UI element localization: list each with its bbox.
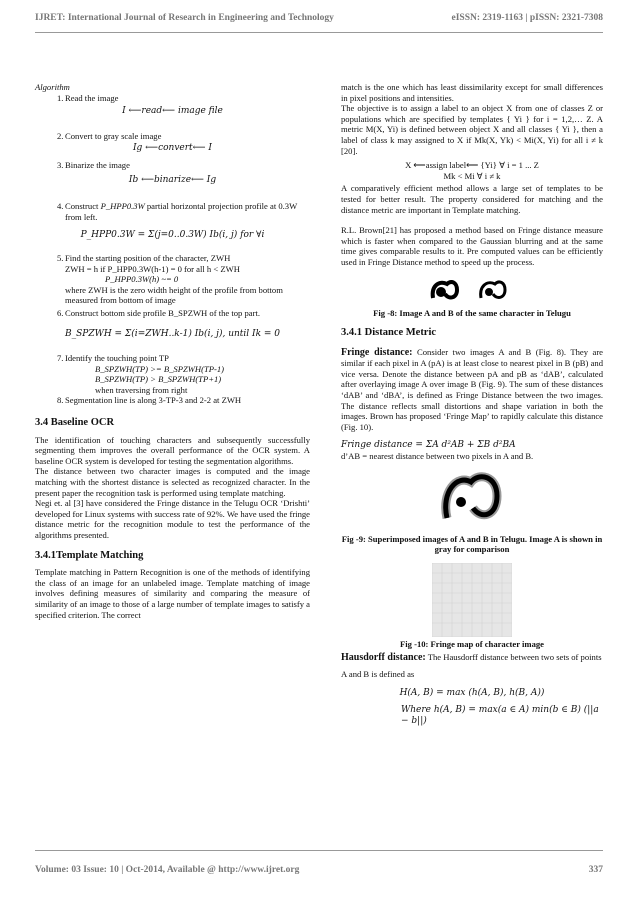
figure-10-caption: Fig -10: Fringe map of character image xyxy=(400,638,544,649)
left-paragraph-1: The identification of touching characters and subsequently successfully segmenting them improves the overall performance of the OCR system. A baseline OCR system is developed for testing the segmentation algorithms. xyxy=(35,434,310,466)
right-paragraph-1: match is the one which has least dissimilarity except for small differences in pixel positions and intensities. xyxy=(341,82,603,103)
step-1: 1. Read the image xyxy=(35,93,310,104)
step-8: 8. Segmentation line is along 3-TP-3 and 2-2 at ZWH xyxy=(35,395,310,406)
step-3-text: Binarize the image xyxy=(65,159,130,170)
telugu-character-images xyxy=(427,276,517,304)
right-column xyxy=(341,82,603,726)
step-6-equation: B_SPZWH = Σ(i=ZWH..k-1) Ib(i, j), until Ik = 0 xyxy=(64,328,281,339)
equation-assign-label: X ⟵assign label⟵ {Yi} ∀ i = 1 ... Z xyxy=(405,160,539,171)
fringe-distance-definition: d’AB = nearest distance between two pixels in A and B. xyxy=(341,451,534,462)
equation-metric: Mk < Mi ∀ i ≠ k xyxy=(443,170,501,181)
fringe-distance-equation: Fringe distance = ΣA d²AB + ΣB d²BA xyxy=(341,440,516,451)
step-1-text: Read the image xyxy=(65,92,119,103)
step-7: 7. Identify the touching point TP B_SPZWH(TP) >= B_SPZWH(TP-1) B_SPZWH(TP) > B_SPZWH(TP+1) when traversing from right xyxy=(57,353,225,395)
step-4-text-a: Construct xyxy=(65,201,101,212)
step-2-equation: Ig ⟵convert⟵ I xyxy=(133,143,212,154)
page-header xyxy=(35,13,603,23)
section-3-4-1-distance-heading: 3.4.1 Distance Metric xyxy=(341,327,437,339)
step-5-line-1: ZWH = h if P_HPP0.3W(h-1) = 0 for all h < ZWH xyxy=(65,263,240,274)
hausdorff-equation-2: Where h(A, B) = max(a ∈ A) min(b ∈ B) (||a − b||) xyxy=(401,705,599,726)
step-7-line-1: B_SPZWH(TP) >= B_SPZWH(TP-1) xyxy=(95,363,225,374)
figure-9-caption: Fig -9: Superimposed images of A and B in Telugu. Image A is shown in gray for comparison xyxy=(341,533,603,555)
header-rule xyxy=(35,32,603,33)
figure-8-images xyxy=(341,276,603,304)
step-4-text-b: P_HPP0.3W xyxy=(100,201,145,212)
step-4: 4. Construct P_HPP0.3W partial horizontal projection profile at 0.3W from left. xyxy=(57,201,298,222)
step-2: 2. Convert to gray scale image xyxy=(35,131,310,142)
right-paragraph-3: A comparatively efficient method allows a large set of templates to be tested for better result. The property considered for matching and the distance metric are important in Template matching. xyxy=(341,183,603,215)
step-4-text-c: partial horizontal projection profile at 0.3W from left. xyxy=(65,201,298,222)
footer-rule xyxy=(35,850,603,851)
figure-8-caption: Fig -8: Image A and B of the same character in Telugu xyxy=(373,307,571,318)
superimposed-character-image xyxy=(437,468,507,530)
step-5-line-3: where ZWH is the zero width height of the profile from bottom measured from bottom of image xyxy=(65,284,283,306)
right-paragraph-4: R.L. Brown[21] has proposed a method based on Fringe distance measure which is faster when compared to the Gaussian blurring and at the same time gives comparable results to it. Pre computed values can be efficiently used in Fringe Distance method to speed up the process. xyxy=(341,225,603,267)
step-5: 5. Find the starting position of the character, ZWH ZWH = h if P_HPP0.3W(h-1) = 0 for all h < ZWH P_HPP0.3W(h) ~= 0 where ZWH is the zero width height of the profile from bottom measured from bottom of image xyxy=(57,252,283,306)
journal-title: IJRET: International Journal of Research in Engineering and Technology xyxy=(35,13,334,23)
section-3-4-heading: 3.4 Baseline OCR xyxy=(35,417,115,429)
step-5-text: Find the starting position of the character, ZWH xyxy=(65,252,231,263)
left-column xyxy=(35,82,310,620)
telugu-char-a xyxy=(433,282,457,298)
step-2-text: Convert to gray scale image xyxy=(65,130,162,141)
step-8-text: Segmentation line is along 3-TP-3 and 2-2 at ZWH xyxy=(65,395,242,406)
fringe-distance-text: Consider two images A and B (Fig. 8). They are similar if each pixel in A (pA) is at least close to nearest pixel in B (pB) and vice versa. Denote the distance between pA and pB as ‘dAB’, calculated after overlaying image A over image B (Fig. 9). The sum of these distances ‘dAB’ and ‘dBA’, is defined as Fringe Distance between the two images. The distance reflects small distortions and shape variation in both the images. Brown has proposed ‘Fringe Map’ to rapidly calculate this distance (Fig. 10). xyxy=(341,346,603,432)
step-7-text: Identify the touching point TP xyxy=(65,353,169,364)
algorithm-title: Algorithm xyxy=(35,82,70,92)
hausdorff-equation-1: H(A, B) = max (h(A, B), h(B, A)) xyxy=(399,688,545,699)
section-3-4-1-heading: 3.4.1Template Matching xyxy=(35,549,144,561)
step-1-equation: I ⟵read⟵ image file xyxy=(122,106,223,117)
volume-info: Volume: 03 Issue: 10 | Oct-2014, Available @ http://www.ijret.org xyxy=(35,865,300,875)
page-footer xyxy=(35,865,603,875)
page-number: 337 xyxy=(588,865,603,875)
fringe-map-image xyxy=(432,563,512,637)
telugu-char-b xyxy=(481,282,505,298)
left-paragraph-4: Template matching in Pattern Recognition is one of the methods of identifying the class of an image for an unlabeled image. Template matching of image involves defining measures of similarity and comparing the measure of similarity of an image to those of a large number of template images to satisfy a specified criterion. The correct xyxy=(35,567,310,620)
step-3-equation: Ib ⟵binarize⟵ Ig xyxy=(128,174,217,185)
step-3: 3. Binarize the image xyxy=(35,160,310,171)
left-paragraph-3: Negi et. al [3] have considered the Fringe distance in the Telugu OCR ‘Drishti’ developed for Linux systems with success rate of 92%. We have used the fringe distance metric for the recognition module to test the performance of the algorithms presented. xyxy=(35,498,310,540)
right-paragraph-2: The objective is to assign a label to an object X from one of classes Z or populations which are specified by templates { Yi } for i = 1,2,… Z. A metric M(X, Yi) is defined between object X and all classes { Yi }, then a label of class k may assigned to X if Mk(X, Yk) < Mi(X, Yi) for all i ≠ k [20]. xyxy=(341,103,603,156)
figure-10-image xyxy=(341,563,603,637)
left-paragraph-2: The distance between two character images is computed and the image matching with the shortest distance is selected as recognized character. In the present paper the recognition task is performed using template matching. xyxy=(35,466,310,498)
step-6-text: Construct bottom side profile B_SPZWH of the top part. xyxy=(65,307,261,318)
step-5-line-2: P_HPP0.3W(h) ~= 0 xyxy=(105,274,179,285)
step-7-line-3: when traversing from right xyxy=(95,384,188,395)
step-4-equation: P_HPP0.3W = Σ(j=0..0.3W) Ib(i, j) for ∀i xyxy=(80,230,265,241)
fringe-distance-label: Fringe distance: xyxy=(341,346,413,358)
figure-9-image xyxy=(341,468,603,530)
hausdorff-distance-label: Hausdorff distance: xyxy=(341,652,426,664)
step-6: 6. Construct bottom side profile B_SPZWH of the top part. xyxy=(35,308,310,319)
issn: eISSN: 2319-1163 | pISSN: 2321-7308 xyxy=(451,13,603,23)
hausdorff-distance-text: The Hausdorff distance between two sets of points A and B is defined as xyxy=(341,652,602,680)
step-7-line-2: B_SPZWH(TP) > B_SPZWH(TP+1) xyxy=(95,374,222,385)
